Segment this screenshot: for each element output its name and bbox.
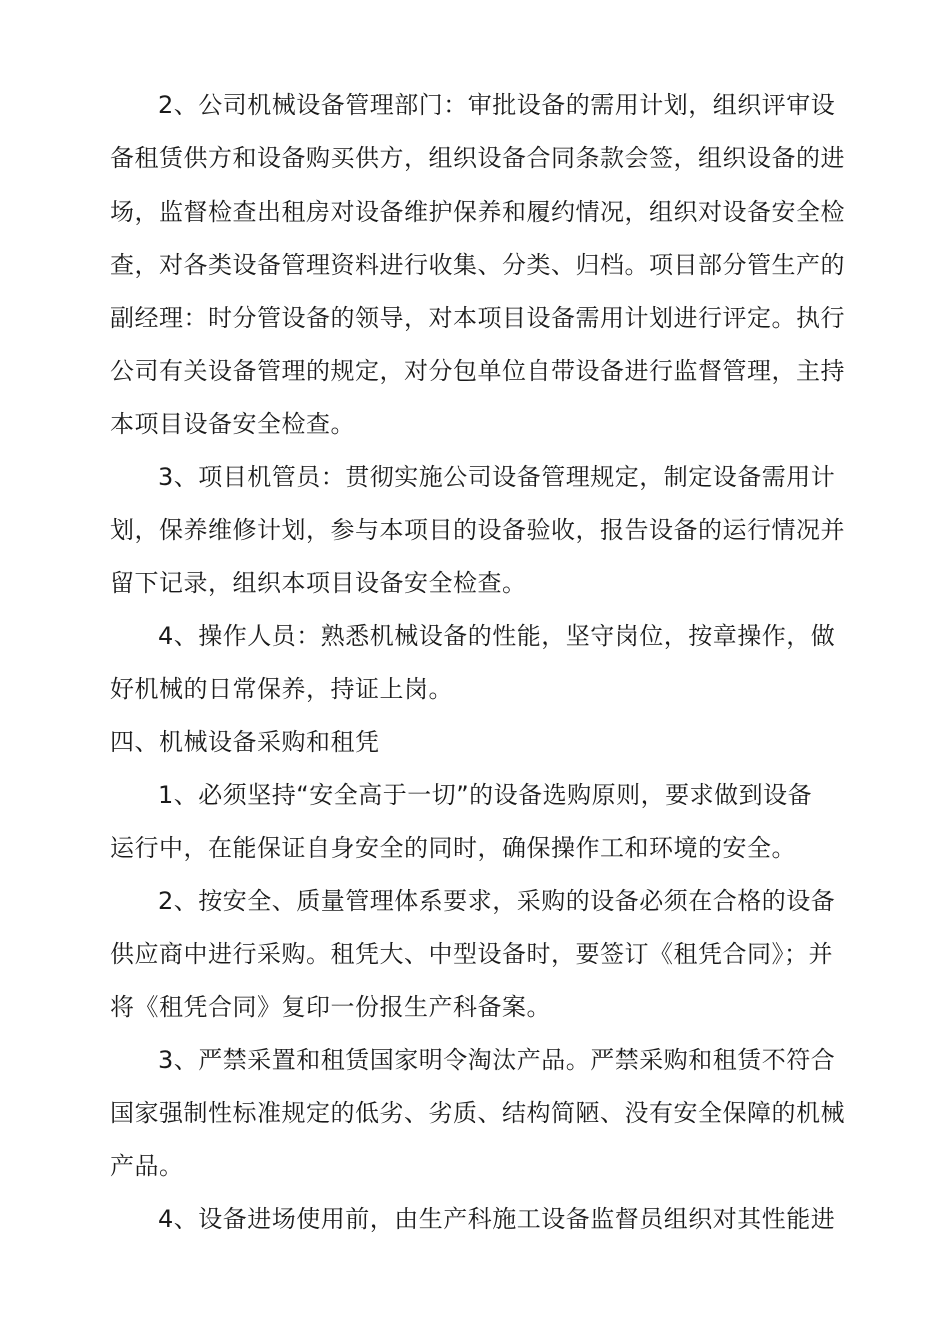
text-line: 留下记录，组织本项目设备安全检查。: [110, 569, 527, 597]
text-line: 场，监督检查出租房对设备维护保养和履约情况，组织对设备安全检: [110, 198, 845, 226]
text-line: 2、公司机械设备管理部门：审批设备的需用计划，组织评审设: [158, 91, 836, 119]
text-line: 3、严禁采置和租赁国家明令淘汰产品。严禁采购和租赁不符合: [158, 1046, 836, 1074]
text-line: 供应商中进行采购。租凭大、中型设备时，要签订《租凭合同》；并: [110, 940, 833, 968]
text-line: 将《租凭合同》复印一份报生产科备案。: [110, 993, 551, 1021]
text-line: 产品。: [110, 1152, 184, 1180]
text-line: 国家强制性标准规定的低劣、劣质、结构简陋、没有安全保障的机械: [110, 1099, 845, 1127]
text-line: 副经理：时分管设备的领导，对本项目设备需用计划进行评定。执行: [110, 304, 845, 332]
text-line: 4、设备进场使用前，由生产科施工设备监督员组织对其性能进: [158, 1205, 836, 1233]
text-line: 划，保养维修计划，参与本项目的设备验收，报告设备的运行情况并: [110, 516, 845, 544]
text-line: 2、按安全、质量管理体系要求，采购的设备必须在合格的设备: [158, 887, 836, 915]
text-line: 1、必须坚持“安全高于一切”的设备选购原则，要求做到设备: [158, 781, 813, 809]
text-line: 备租赁供方和设备购买供方，组织设备合同条款会签，组织设备的进: [110, 144, 845, 172]
text-line: 3、项目机管员：贯彻实施公司设备管理规定，制定设备需用计: [158, 463, 836, 491]
text-line: 好机械的日常保养，持证上岗。: [110, 675, 453, 703]
text-line: 4、操作人员：熟悉机械设备的性能，坚守岗位，按章操作，做: [158, 622, 836, 650]
text-line: 公司有关设备管理的规定，对分包单位自带设备进行监督管理，主持: [110, 357, 845, 385]
text-line: 本项目设备安全检查。: [110, 410, 355, 438]
section-heading: 四、机械设备采购和租凭: [110, 728, 380, 756]
text-line: 运行中，在能保证自身安全的同时，确保操作工和环境的安全。: [110, 834, 796, 862]
text-line: 查，对各类设备管理资料进行收集、分类、归档。项目部分管生产的: [110, 251, 845, 279]
